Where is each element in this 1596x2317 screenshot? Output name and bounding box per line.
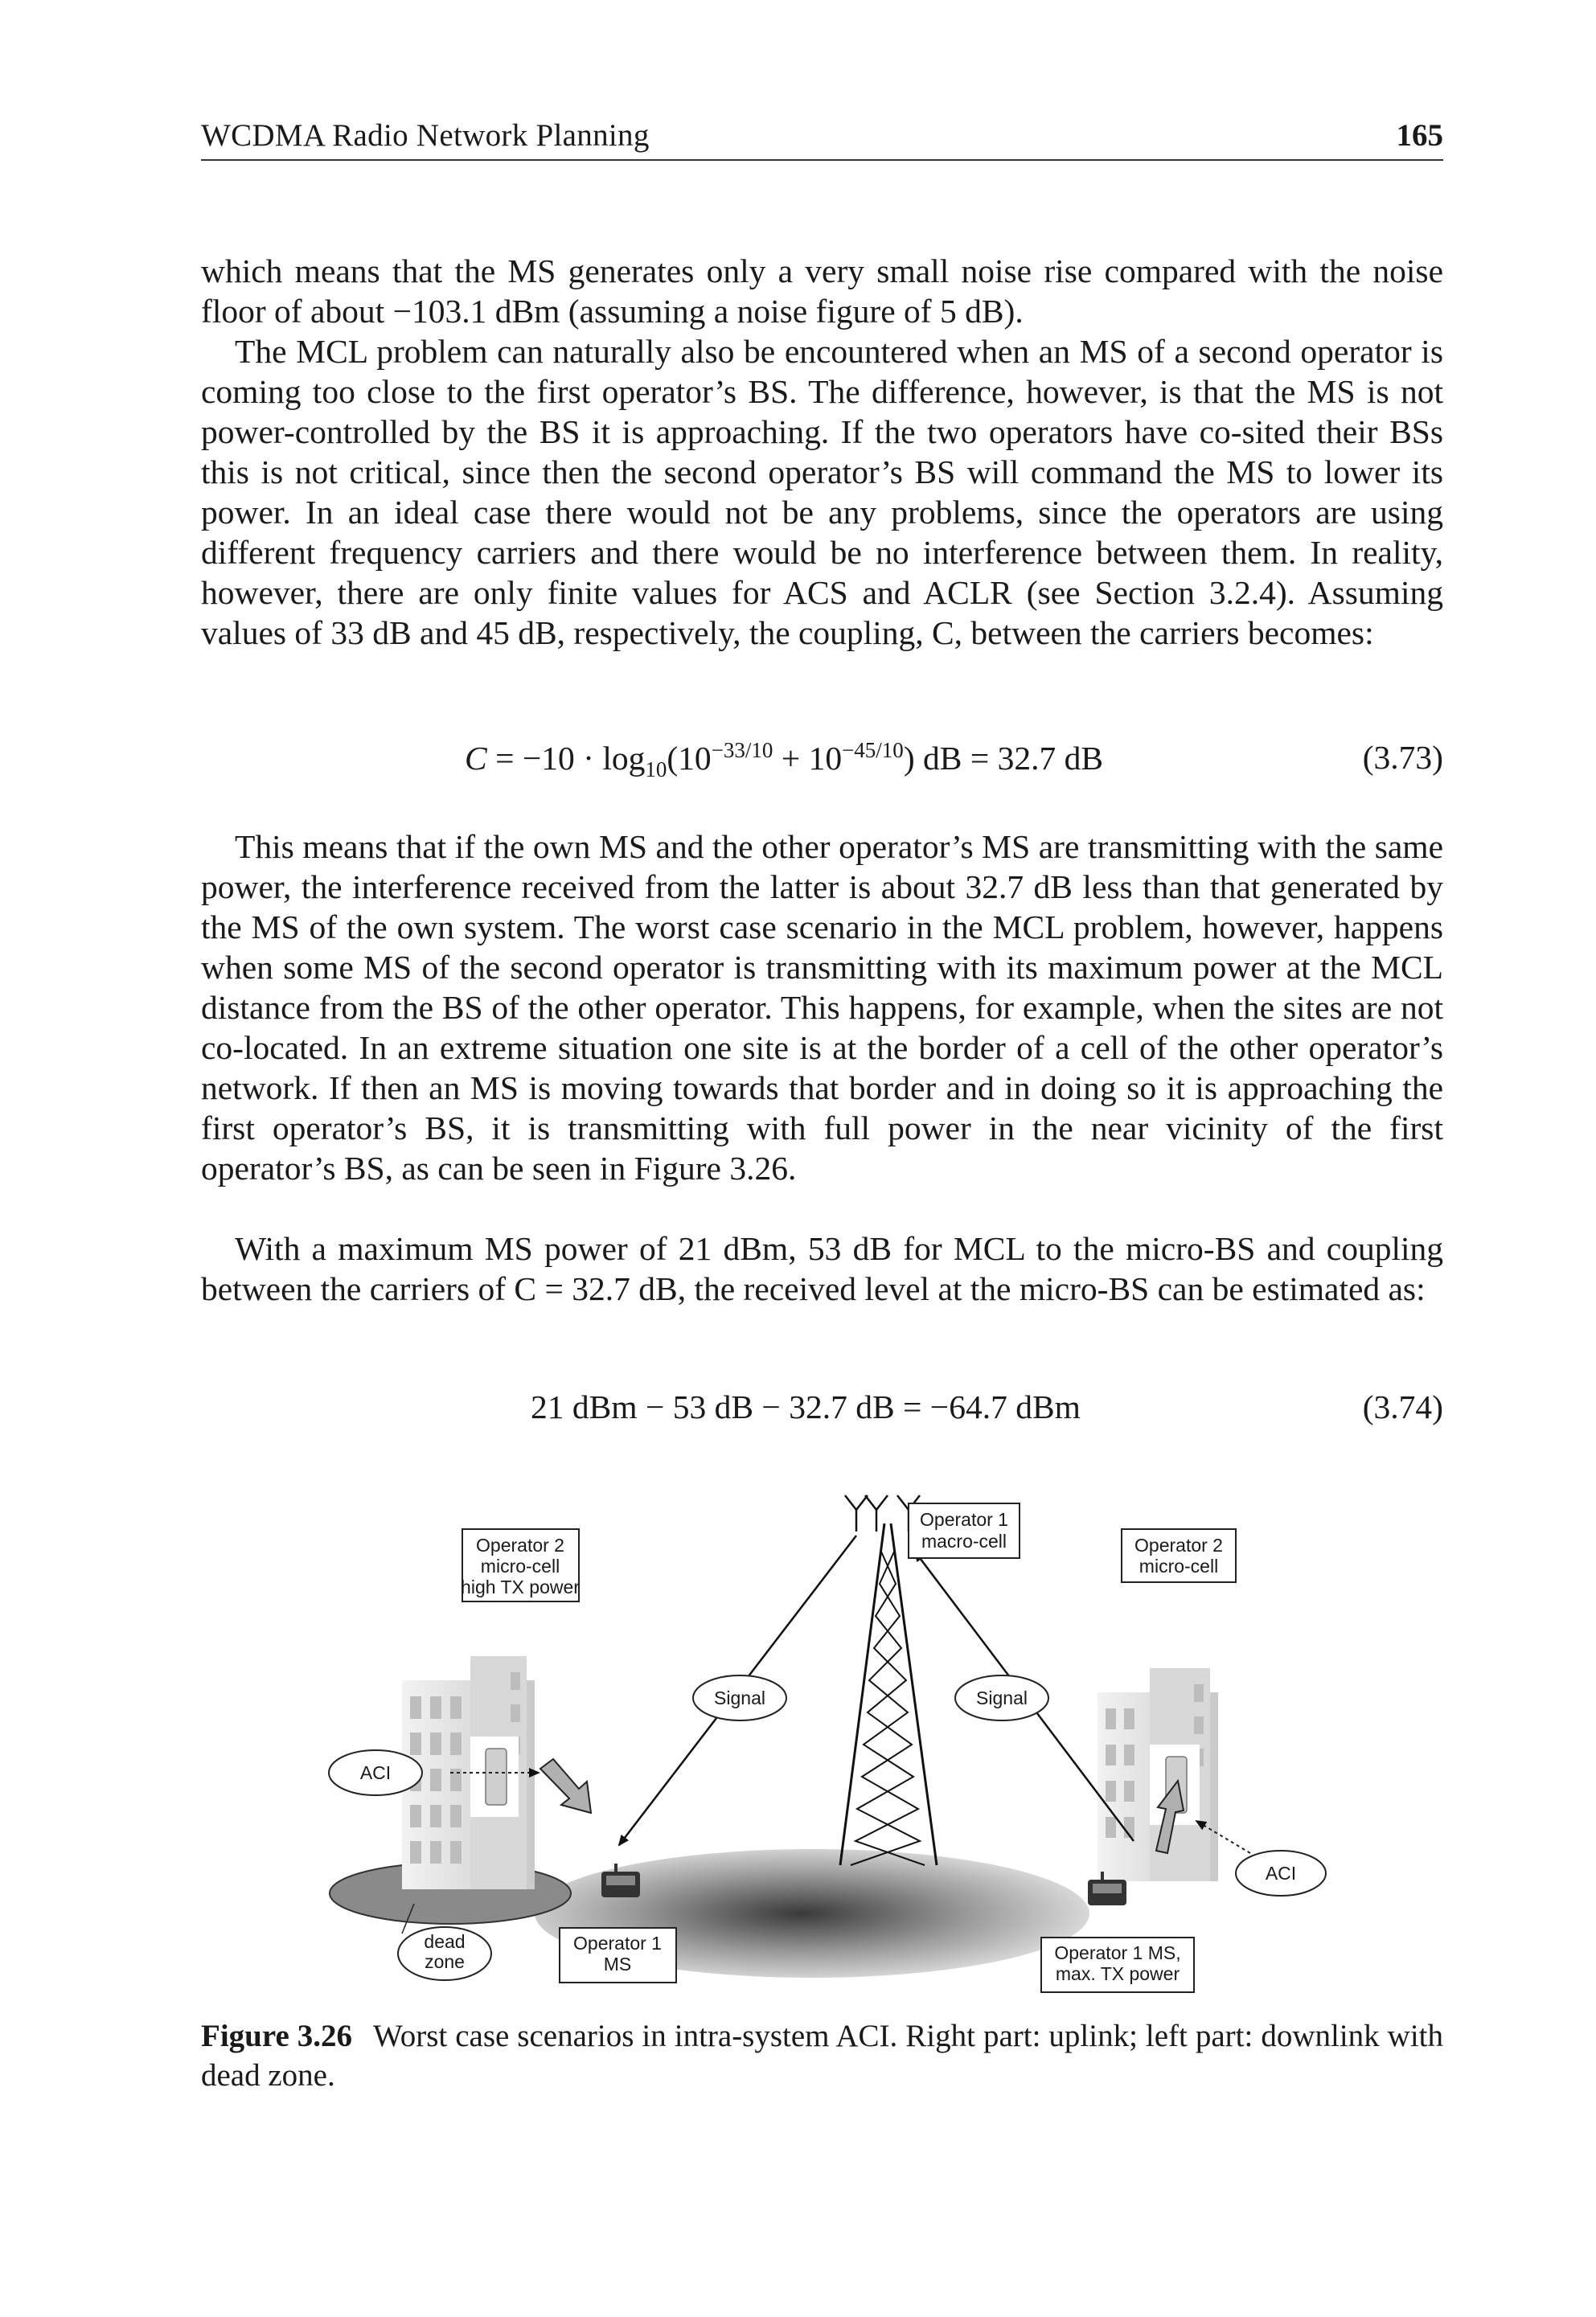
equation-3-74: [201, 1388, 1443, 1436]
eq-exp-1: −33/10: [711, 738, 773, 762]
page-number: 165: [1396, 118, 1443, 153]
eq-part-mid: = −10 · log: [486, 739, 646, 777]
eq-exp-2: −45/10: [842, 738, 904, 762]
eq-log-base: 10: [645, 757, 667, 782]
caption-label: Figure 3.26: [201, 2019, 353, 2053]
op2-left-label: Operator 2: [476, 1535, 564, 1556]
op1-ms-max-label: max. TX power: [1055, 1963, 1180, 1984]
signal-right-label: Signal: [976, 1688, 1028, 1708]
paragraph-3: This means that if the own MS and the other operator’s MS are transmitting with the same power, the interference received from the latter is about 32.7 dB less than that generated by the MS of the own system. The worst case scenario in the MCL problem, however, happens when some MS of the second operator is transmitting with its maximum power at the MCL distance from the BS of the other operator. This happens, for example, when the sites are not co-located. In an extreme situation one site is at the border of a cell of the other operator’s network. If then an MS is moving towards that border and in doing so it is approaching the first operator’s BS, it is transmitting with full power in the near vicinity of the first operator’s BS, as can be seen in Figure 3.26.: [201, 828, 1443, 1187]
dead-zone-label: dead: [424, 1931, 466, 1952]
equation-number: (3.74): [1362, 1388, 1443, 1425]
eq-part-close: ) dB = 32.7 dB: [903, 739, 1104, 777]
aci-left-label: ACI: [359, 1762, 392, 1783]
aci-arrow-left: [540, 1759, 591, 1813]
eq-part-open: (10: [667, 739, 712, 777]
op1-ms-label: MS: [603, 1954, 632, 1975]
aci-right-label: ACI: [1265, 1863, 1297, 1884]
caption-text: Worst case scenarios in intra-system ACI. Right part: uplink; left part: downlink with dead zone.: [201, 2019, 1444, 2093]
paragraph-2: The MCL problem can naturally also be encountered when an MS of a second operator is coming too close to the first operator’s BS. The difference, however, is that the MS is not power-controlled by the BS it is approaching. If the two operators have co-sited their BSs this is not critical, since then the second operator’s BS will command the MS to lower its power. In an ideal case there would not be any problems, since the operators are using different frequency carriers and there would be no interference between them. In reality, however, there are only finite values for ACS and ACLR (see Section 3.2.4). Assuming values of 33 dB and 45 dB, respectively, the coupling, C, between the carriers becomes:: [201, 333, 1443, 651]
paragraph-1: which means that the MS generates only a very small noise rise compared with the noise floor of about −103.1 dBm (assuming a noise figure of 5 dB).: [201, 252, 1443, 330]
equation-3-73-formula: [465, 738, 1103, 782]
paragraph-4: With a maximum MS power of 21 dBm, 53 dB for MCL to the micro-BS and coupling between the carriers of C = 32.7 dB, the received level at the micro-BS can be estimated as:: [201, 1230, 1443, 1307]
op1-ms-label: Operator 1: [573, 1933, 662, 1954]
op2-left-label: micro-cell: [480, 1556, 560, 1577]
dead-zone-label: zone: [425, 1951, 465, 1972]
equation-3-74-formula: 21 dBm − 53 dB − 32.7 dB = −64.7 dBm: [531, 1388, 1081, 1425]
micro-bs-unit-left: [486, 1749, 507, 1805]
equation-number: (3.73): [1362, 739, 1443, 776]
eq-var-c: C: [465, 739, 487, 777]
op1-macro-label: Operator 1: [920, 1509, 1008, 1530]
op2-left-label: high TX power: [461, 1577, 580, 1597]
figure-caption: [201, 2016, 1443, 2095]
op2-right-label: Operator 2: [1134, 1535, 1223, 1556]
equation-3-73: [201, 738, 1443, 786]
op1-ms-max-label: Operator 1 MS,: [1054, 1942, 1181, 1963]
signal-left-label: Signal: [714, 1688, 765, 1708]
scenario-diagram: [314, 1487, 1359, 2010]
page-header: [201, 114, 1443, 161]
op2-right-label: micro-cell: [1139, 1556, 1219, 1577]
op1-macro-label: macro-cell: [921, 1531, 1007, 1552]
running-title: WCDMA Radio Network Planning: [201, 118, 650, 153]
figure-3-26: [314, 1487, 1359, 2010]
macro-tower: [840, 1523, 937, 1865]
eq-part-plus: + 10: [773, 739, 843, 777]
